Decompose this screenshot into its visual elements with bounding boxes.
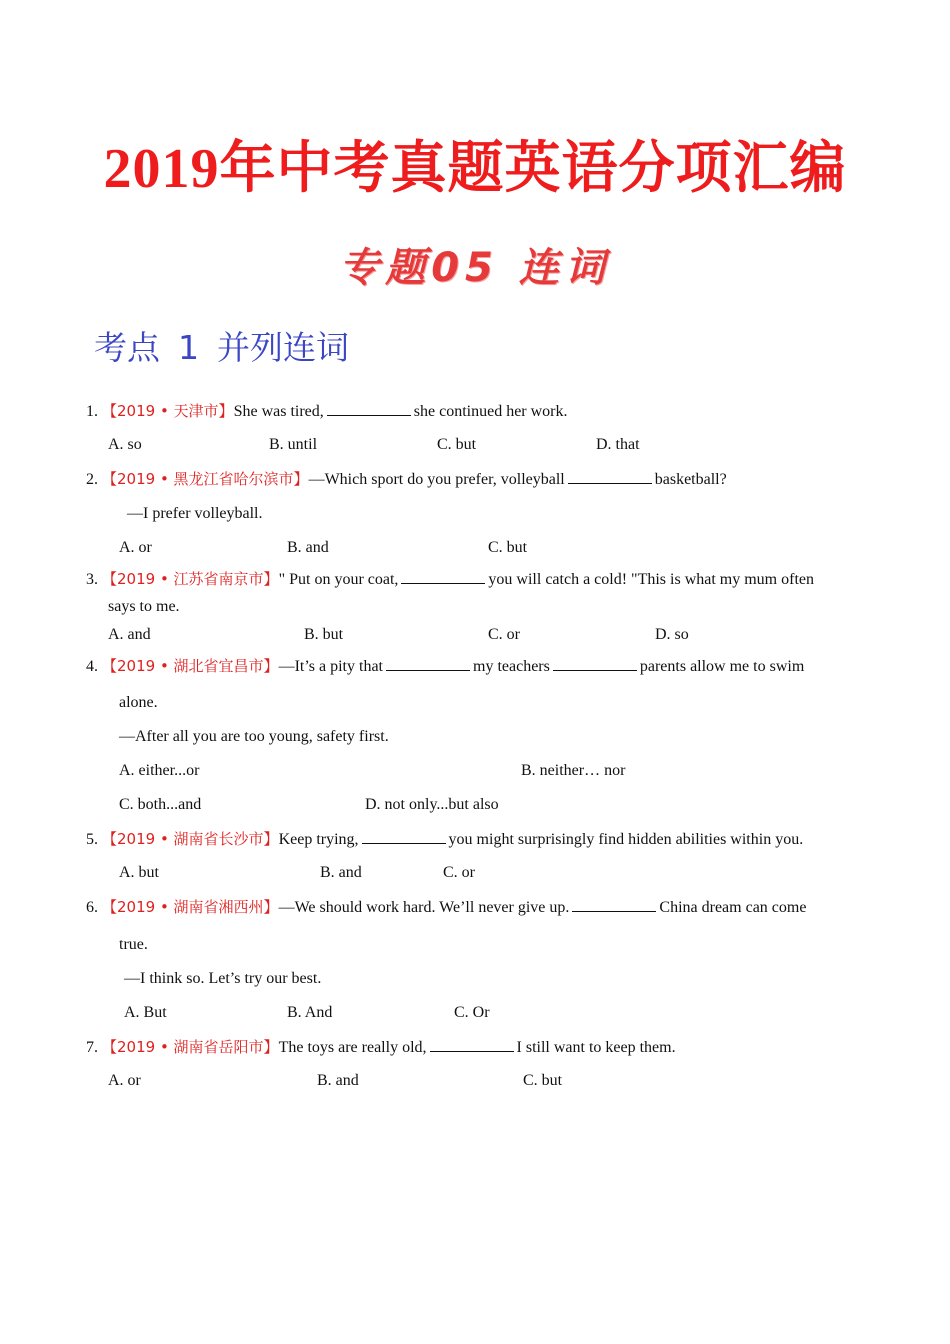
- option-a[interactable]: A. either...or: [119, 762, 200, 779]
- question-number: 4.: [86, 658, 98, 675]
- question-number: 5.: [86, 831, 98, 848]
- answer-blank[interactable]: [401, 569, 485, 584]
- question-text: —Which sport do you prefer, volleyball: [308, 471, 565, 488]
- question-reply: —I think so. Let’s try our best.: [124, 970, 322, 987]
- answer-blank[interactable]: [430, 1037, 514, 1052]
- question-continuation: true.: [119, 936, 148, 953]
- option-a[interactable]: A. But: [124, 1004, 167, 1021]
- question-number: 1.: [86, 403, 98, 420]
- question-6: [86, 897, 806, 918]
- option-a[interactable]: A. but: [119, 864, 159, 881]
- option-b[interactable]: B. And: [287, 1004, 333, 1021]
- question-text: —We should work hard. We’ll never give up.: [278, 899, 570, 916]
- option-d[interactable]: D. not only...but also: [365, 796, 499, 813]
- document-subtitle: 专题05 连词: [339, 245, 611, 291]
- question-7: [86, 1037, 676, 1058]
- section-heading: [94, 322, 349, 369]
- option-c[interactable]: C. or: [488, 626, 520, 643]
- section-number: 1: [178, 328, 199, 367]
- question-1: [86, 401, 568, 422]
- question-source: 【2019 • 湖南省长沙市】: [102, 830, 279, 848]
- option-c[interactable]: C. but: [523, 1072, 563, 1089]
- option-b[interactable]: B. and: [287, 539, 329, 556]
- section-label: 考点: [94, 328, 160, 367]
- question-text: China dream can come: [659, 899, 807, 916]
- answer-blank[interactable]: [362, 829, 446, 844]
- question-text: The toys are really old,: [278, 1039, 427, 1056]
- question-2: [86, 469, 727, 490]
- answer-blank[interactable]: [386, 656, 470, 671]
- answer-blank[interactable]: [553, 656, 637, 671]
- option-b[interactable]: B. but: [304, 626, 344, 643]
- option-a[interactable]: A. or: [119, 539, 152, 556]
- question-source: 【2019 • 湖南省湘西州】: [102, 898, 279, 916]
- answer-blank[interactable]: [572, 897, 656, 912]
- question-reply: —I prefer volleyball.: [127, 505, 263, 522]
- question-3: [86, 569, 814, 590]
- question-5: [86, 829, 803, 850]
- option-b[interactable]: B. and: [320, 864, 362, 881]
- option-a[interactable]: A. so: [108, 436, 142, 453]
- option-b[interactable]: B. neither… nor: [521, 762, 626, 779]
- option-c[interactable]: C. but: [488, 539, 528, 556]
- section-name: 并列连词: [217, 328, 349, 367]
- question-number: 2.: [86, 471, 98, 488]
- answer-blank[interactable]: [327, 401, 411, 416]
- question-text: you might surprisingly find hidden abilities within you.: [448, 831, 804, 848]
- question-text: basketball?: [654, 471, 727, 488]
- question-continuation: alone.: [119, 694, 158, 711]
- option-c[interactable]: C. both...and: [119, 796, 202, 813]
- option-c[interactable]: C. but: [437, 436, 477, 453]
- question-text: " Put on your coat,: [278, 571, 399, 588]
- option-c[interactable]: C. or: [443, 864, 475, 881]
- question-text: my teachers: [473, 658, 550, 675]
- question-source: 【2019 • 湖南省岳阳市】: [102, 1038, 279, 1056]
- option-a[interactable]: A. or: [108, 1072, 141, 1089]
- question-number: 6.: [86, 899, 98, 916]
- option-d[interactable]: D. that: [596, 436, 640, 453]
- question-source: 【2019 • 天津市】: [102, 402, 234, 420]
- question-text: parents allow me to swim: [639, 658, 805, 675]
- question-text: Keep trying,: [278, 831, 359, 848]
- question-number: 3.: [86, 571, 98, 588]
- option-b[interactable]: B. and: [317, 1072, 359, 1089]
- question-continuation: says to me.: [108, 598, 180, 615]
- question-source: 【2019 • 江苏省南京市】: [102, 570, 279, 588]
- document-title: 2019年中考真题英语分项汇编: [103, 138, 847, 200]
- question-number: 7.: [86, 1039, 98, 1056]
- option-d[interactable]: D. so: [655, 626, 689, 643]
- option-a[interactable]: A. and: [108, 626, 151, 643]
- question-source: 【2019 • 湖北省宜昌市】: [102, 657, 279, 675]
- option-c[interactable]: C. Or: [454, 1004, 490, 1021]
- question-text: she continued her work.: [413, 403, 568, 420]
- question-reply: —After all you are too young, safety first.: [119, 728, 389, 745]
- question-4: [86, 656, 804, 677]
- answer-blank[interactable]: [568, 469, 652, 484]
- question-text: —It’s a pity that: [278, 658, 383, 675]
- question-text: I still want to keep them.: [516, 1039, 676, 1056]
- question-text: She was tired,: [233, 403, 324, 420]
- question-text: you will catch a cold! "This is what my mum often: [488, 571, 814, 588]
- question-source: 【2019 • 黑龙江省哈尔滨市】: [102, 470, 309, 488]
- option-b[interactable]: B. until: [269, 436, 318, 453]
